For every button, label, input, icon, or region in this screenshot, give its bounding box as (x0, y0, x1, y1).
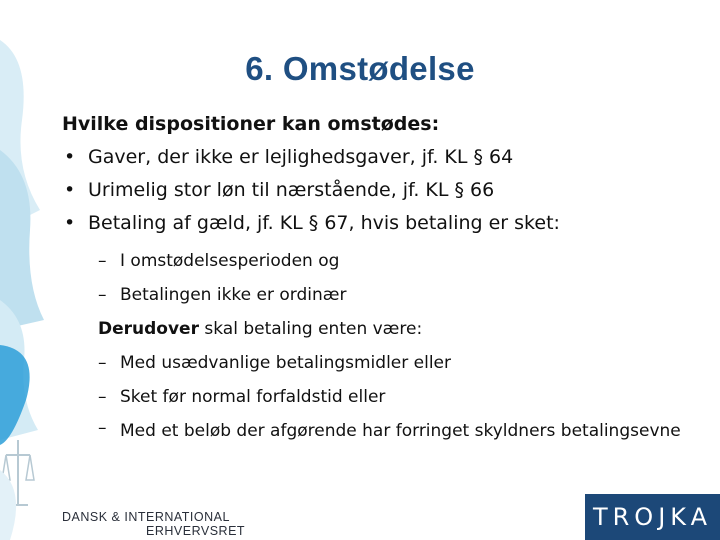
sub-item (98, 380, 702, 414)
sub-item-text: Sket før normal forfaldstid eller (120, 387, 386, 407)
sub-note (98, 312, 702, 346)
sub-item (98, 346, 702, 380)
dash-marker: – (98, 353, 107, 373)
bullet-marker: • (64, 212, 76, 234)
slide-title: 6. Omstødelse (245, 50, 475, 87)
sub-item-text: Betalingen ikke er ordinær (120, 285, 347, 305)
dash-marker: – (98, 418, 107, 438)
sub-note-text: skal betaling enten være: (198, 319, 423, 339)
bullet-text: Betaling af gæld, jf. KL § 67, hvis betaling er sket: (88, 212, 560, 234)
bullet-list (62, 141, 702, 240)
sub-note-bold: Derudover (98, 319, 199, 339)
sub-item (98, 278, 702, 312)
sub-item-text: Med usædvanlige betalingsmidler eller (120, 353, 451, 373)
bullet-item (62, 141, 702, 174)
intro-heading: Hvilke dispositioner kan omstødes: (62, 113, 440, 135)
bullet-marker: • (64, 179, 76, 201)
dansk-international-erhvervsret-logo (62, 510, 262, 538)
dash-marker: – (98, 251, 107, 271)
bullet-text: Urimelig stor løn til nærstående, jf. KL § 66 (88, 179, 495, 201)
bullet-item (62, 174, 702, 207)
bullet-text: Gaver, der ikke er lejlighedsgaver, jf. KL § 64 (88, 146, 514, 168)
dash-marker: – (98, 285, 107, 305)
sub-item (98, 414, 702, 448)
bullet-marker: • (64, 146, 76, 168)
sub-list (98, 244, 702, 448)
sub-item-text: Med et beløb der afgørende har forringet skyldners betalingsevne (120, 421, 681, 441)
slide-body (62, 108, 702, 448)
sub-item (98, 244, 702, 278)
sub-item-text: I omstødelsesperioden og (120, 251, 340, 271)
bullet-item (62, 207, 702, 240)
logo-line-1: DANSK & INTERNATIONAL (62, 510, 230, 524)
dash-marker: – (98, 387, 107, 407)
logo-line-2: ERHVERVSRET (146, 524, 246, 538)
trojka-logo: TROJKA (585, 494, 720, 540)
